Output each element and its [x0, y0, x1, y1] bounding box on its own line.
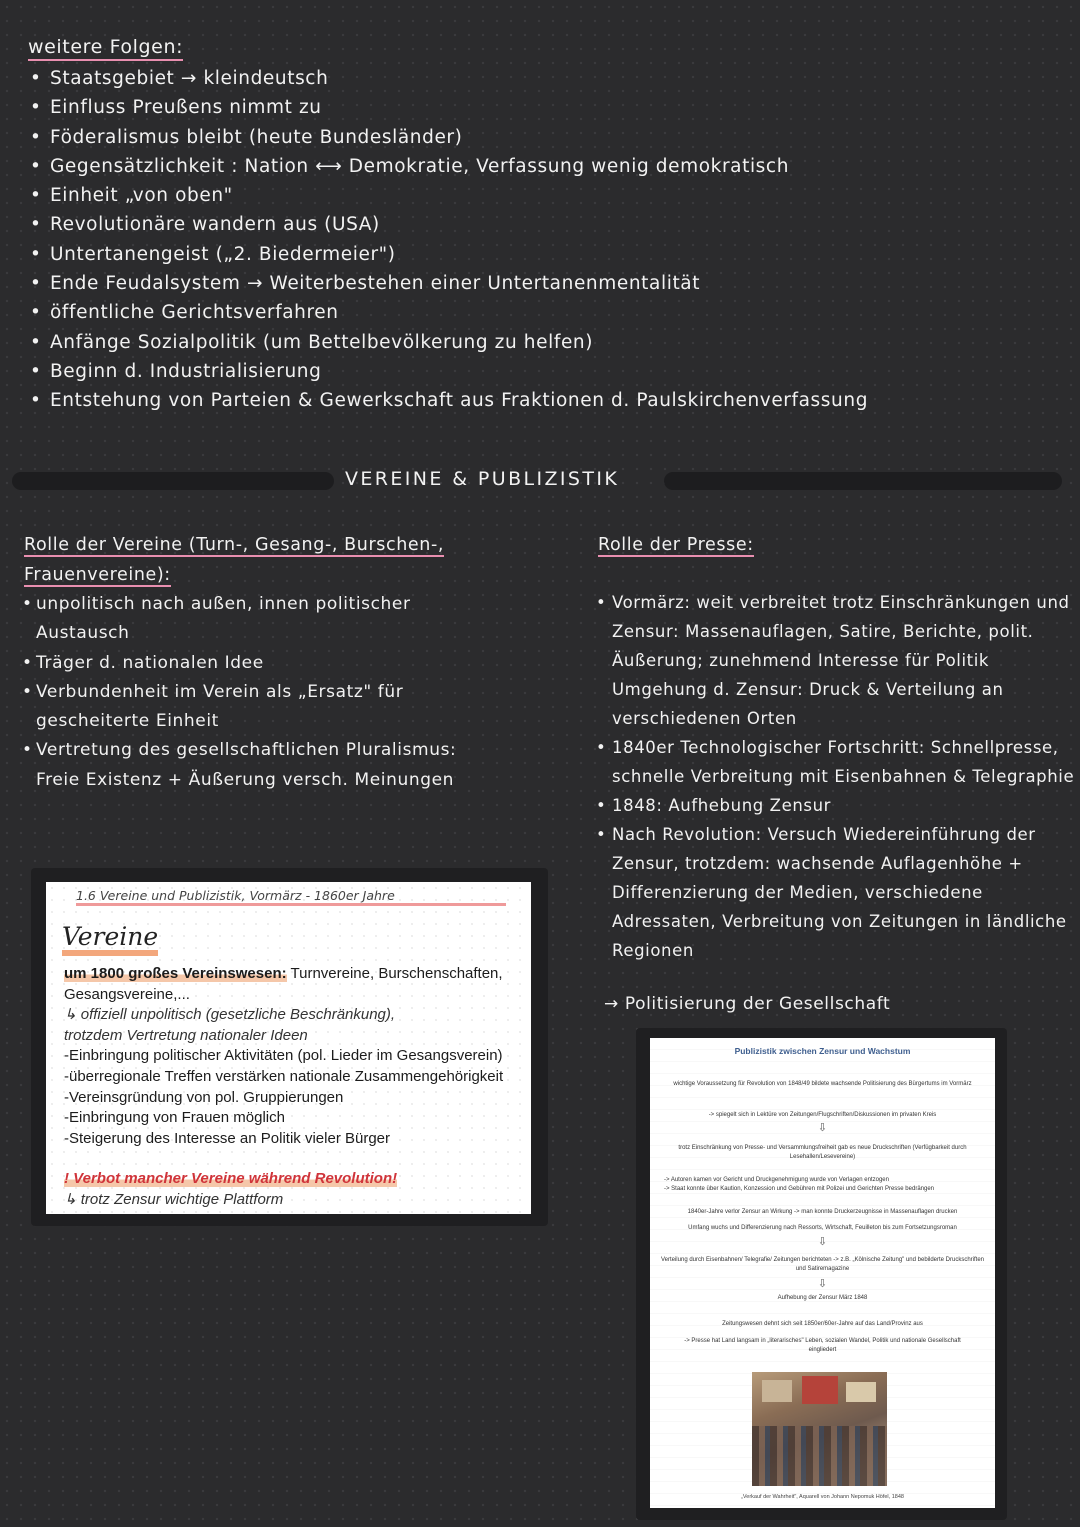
- list-item: • Einheit „von oben": [30, 181, 1050, 210]
- poster-text: -> Staat konnte über Kaution, Konzession und Gebühren mit Polizei und Gerichten Presse bedrängen: [664, 1186, 935, 1192]
- card-line: -Steigerung des Interesse an Politik vieler Bürger: [64, 1129, 391, 1147]
- poster-title: Publizistik zwischen Zensur und Wachstum: [734, 1046, 911, 1056]
- list-item: • Beginn d. Industrialisierung: [30, 357, 1050, 386]
- list-item: • Vormärz: weit verbreitet trotz Einschränkungen und Zensur: Massenauflagen, Satire, Berichte, polit. Äußerung; zunehmend Interesse für Politik Umgehung d. Zensur: Druck & Verteilung an verschiedenen Orten: [596, 588, 1076, 733]
- poster-text: 1840er-Jahre verlor Zensur an Wirkung -> man konnte Druckerzeugnisse in Massenauflagen drucken: [687, 1209, 958, 1215]
- list-item: • Ende Feudalsystem → Weiterbestehen einer Untertanenmentalität: [30, 269, 1050, 298]
- list-item: • Einfluss Preußens nimmt zu: [30, 93, 1050, 122]
- card-warning-line: [64, 1169, 524, 1190]
- poster-text: -> Autoren kamen vor Gericht und Druckgenehmigung wurde von Verlagen entzogen: [664, 1177, 889, 1183]
- card-line: -Einbringung von Frauen möglich: [64, 1109, 285, 1127]
- down-arrow-icon: ⇩: [817, 1278, 828, 1290]
- card-warning: ! Verbot mancher Vereine während Revolution!: [64, 1170, 398, 1188]
- vereine-list: [22, 590, 492, 795]
- vereine-card: [46, 882, 531, 1214]
- consequences-list: [30, 64, 1050, 416]
- publizistik-card: [650, 1038, 995, 1508]
- vereine-title-line2: Frauenvereine):: [24, 565, 171, 585]
- list-item: • öffentliche Gerichtsverfahren: [30, 298, 1050, 327]
- list-item: • 1840er Technologischer Fortschritt: Schnellpresse, schnelle Verbreitung mit Eisenbahnen & Telegraphie: [596, 733, 1076, 791]
- presse-list: [596, 588, 1076, 965]
- card-line: [64, 964, 524, 1005]
- list-item: • Untertanengeist („2. Biedermeier"): [30, 240, 1050, 269]
- card-line: trotzdem Vertretung nationaler Ideen: [64, 1026, 308, 1044]
- poster-text: -> spiegelt sich in Lektüre von Zeitungen/Flugschriften/Diskussionen im privaten Kreis: [708, 1112, 937, 1118]
- down-arrow-icon: ⇩: [817, 1122, 828, 1134]
- list-item: • Staatsgebiet → kleindeutsch: [30, 64, 1050, 93]
- painting-caption: „Verkauf der Wahrheit", Aquarell von Johann Nepomuk Höfel, 1848: [741, 1494, 904, 1500]
- card-highlight: um 1800 großes Vereinswesen:: [64, 965, 287, 982]
- presse-title-text: Rolle der Presse:: [598, 535, 754, 555]
- vereine-title-line1: Rolle der Vereine (Turn-, Gesang-, Burschen-,: [24, 535, 445, 555]
- poster-text: trotz Einschränkung von Presse- und Versammlungsfreiheit gab es neue Druckschriften (Verfügbarkeit durch Lesehallen/Lesevereine): [678, 1145, 967, 1160]
- card-line: -Einbringung politischer Aktivitäten (pol. Lieder im Gesangsverein): [64, 1047, 503, 1065]
- presse-title: [598, 530, 898, 560]
- card-header: 1.6 Vereine und Publizistik, Vormärz - 1860er Jahre: [76, 888, 506, 906]
- poster-text: Zeitungswesen dehnt sich seit 1850er/60er-Jahre auf das Land/Provinz aus: [722, 1321, 923, 1327]
- card-footnote: ↳ trotz Zensur wichtige Plattform: [64, 1190, 284, 1208]
- list-item: • 1848: Aufhebung Zensur: [596, 791, 1076, 820]
- list-item: • Entstehung von Parteien & Gewerkschaft aus Fraktionen d. Paulskirchenverfassung: [30, 386, 1050, 415]
- divider-left: [12, 472, 334, 490]
- card-line: -Vereinsgründung von pol. Gruppierungen: [64, 1088, 344, 1106]
- down-arrow-icon: ⇩: [817, 1236, 828, 1248]
- list-item: • Föderalismus bleibt (heute Bundesländer): [30, 123, 1050, 152]
- card-title: Vereine: [62, 924, 158, 956]
- poster-text: Aufhebung der Zensur März 1848: [777, 1295, 868, 1301]
- presse-conclusion: → Politisierung der Gesellschaft: [604, 994, 891, 1014]
- list-item: • Nach Revolution: Versuch Wiedereinführung der Zensur, trotzdem: wachsende Auflagenhöhe + Differenzierung der Medien, verschiedene Adressaten, Verbreitung von Zeitungen in ländliche Regionen: [596, 820, 1076, 965]
- section-heading: VEREINE & PUBLIZISTIK: [345, 468, 620, 490]
- painting-image: [752, 1372, 887, 1486]
- card-line: ↳ offiziell unpolitisch (gesetzliche Beschränkung),: [64, 1006, 396, 1024]
- poster-text: Umfang wuchs und Differenzierung nach Ressorts, Wirtschaft, Feuilleton bis zum Fortsetzungsroman: [688, 1225, 957, 1231]
- poster-text: Verteilung durch Eisenbahnen/ Telegrafie/ Zeitungen berichteten -> z.B. „Kölnische Zeitung" und bebilderte Druckschriften und Satiremagazine: [660, 1257, 985, 1272]
- list-item: • Träger d. nationalen Idee: [22, 649, 492, 678]
- list-item: • unpolitisch nach außen, innen politischer Austausch: [22, 590, 492, 649]
- list-item: • Anfänge Sozialpolitik (um Bettelbevölkerung zu helfen): [30, 328, 1050, 357]
- list-item: • Vertretung des gesellschaftlichen Pluralismus: Freie Existenz + Äußerung versch. Meinungen: [22, 736, 492, 795]
- consequences-title: weitere Folgen:: [28, 36, 183, 61]
- divider-right: [664, 472, 1062, 490]
- card-line: -überregionale Treffen verstärken nationale Zusammengehörigkeit: [64, 1067, 504, 1085]
- card-body: [64, 964, 524, 1211]
- poster-text: wichtige Voraussetzung für Revolution von 1848/49 bildete wachsende Politisierung des Bürgertums im Vormärz: [673, 1081, 972, 1087]
- card-line-rest: Turnvereine, Burschenschaften, Gesangsvereine,...: [64, 965, 503, 1003]
- list-item: • Verbundenheit im Verein als „Ersatz" für gescheiterte Einheit: [22, 678, 492, 737]
- vereine-title: [24, 530, 524, 590]
- poster-text: -> Presse hat Land langsam in „literarisches" Leben, sozialen Wandel, Politik und nationale Gesellschaft eingliedert: [684, 1338, 961, 1353]
- list-item: • Revolutionäre wandern aus (USA): [30, 210, 1050, 239]
- list-item: • Gegensätzlichkeit : Nation ⟷ Demokratie, Verfassung wenig demokratisch: [30, 152, 1050, 181]
